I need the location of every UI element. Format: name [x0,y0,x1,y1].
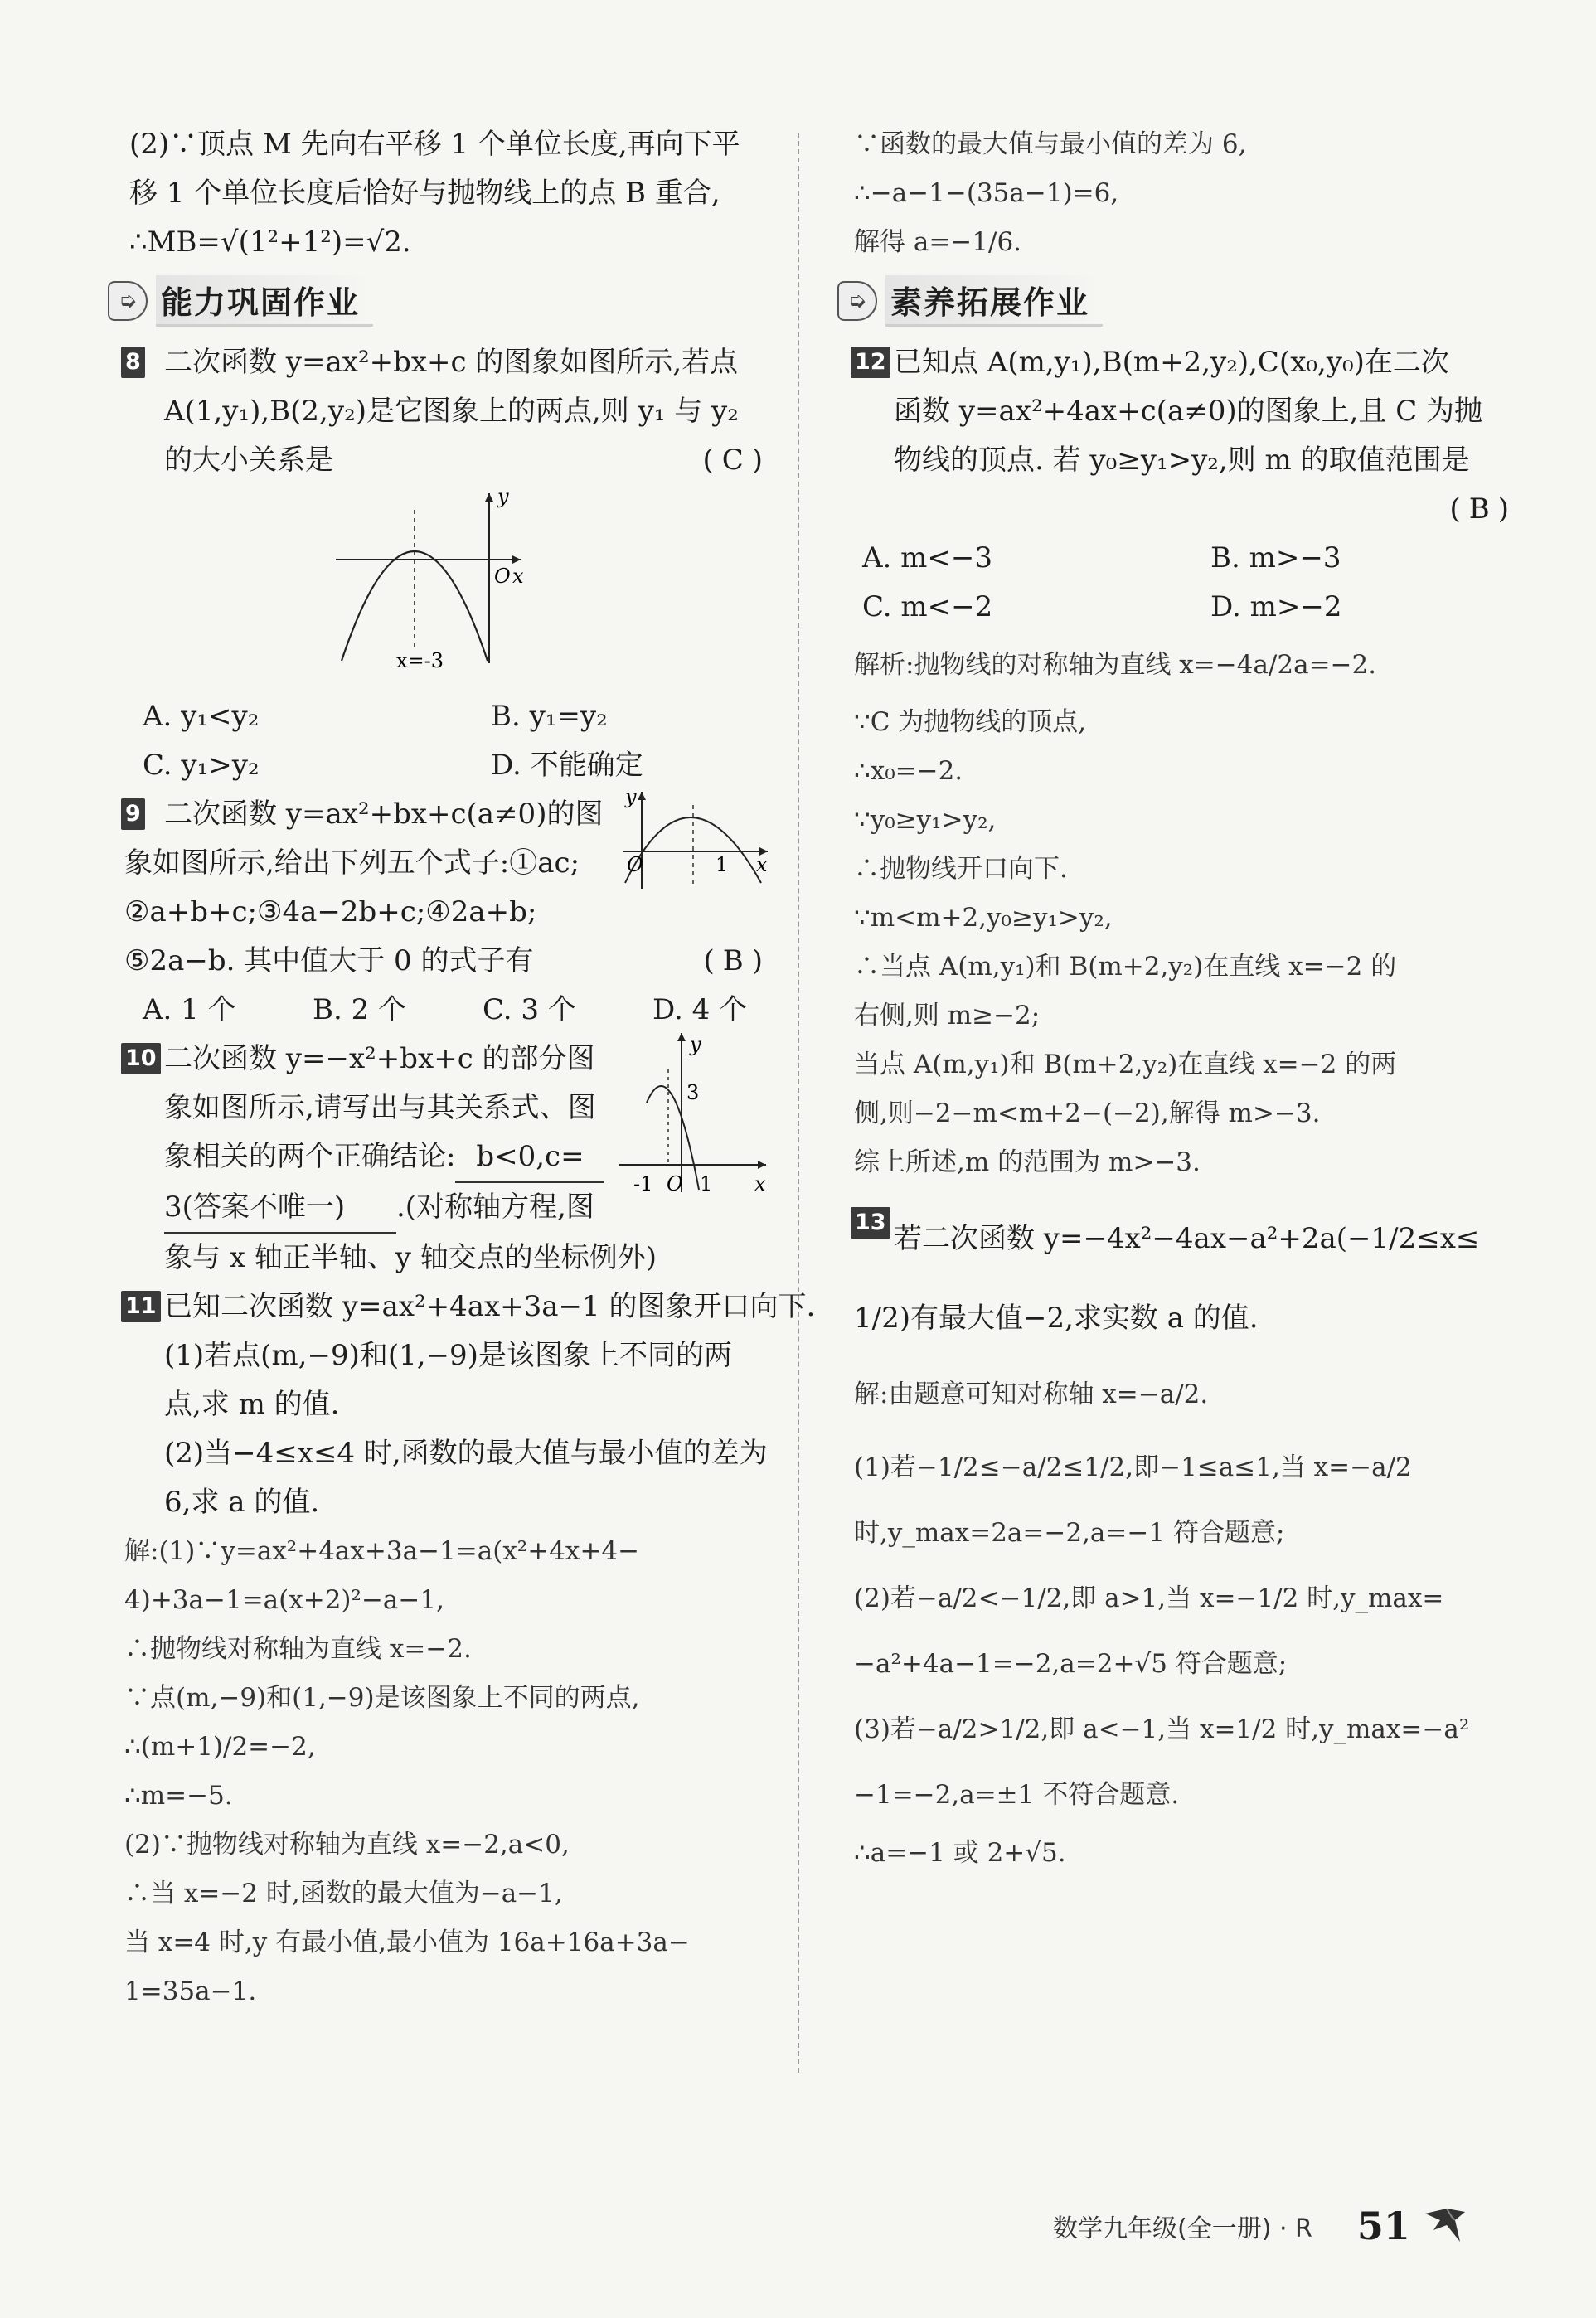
y-axis-label: y [497,485,509,508]
question-text: 已知二次函数 y=ax²+4ax+3a−1 的图象开口向下. [164,1290,816,1323]
solution-line: ∴−a−1−(35a−1)=6, [854,178,1119,208]
solution-line: (3)若−a/2>1/2,即 a<−1,当 x=1/2 时,y_max=−a² [854,1714,1470,1744]
left-column [119,120,816,2016]
question-text: 二次函数 y=−x²+bx+c 的部分图 [164,1042,595,1075]
figure-q8 [124,485,771,692]
question-number: 11 [121,1291,161,1322]
question-text: 的大小关系是 [164,444,333,477]
question-text: ②a+b+c;③4a−2b+c;④2a+b; [124,895,537,929]
solution-line: −1=−2,a=±1 不符合题意. [854,1780,1180,1810]
option-c[interactable]: C. y₁>y₂ [143,749,260,782]
question-number: 9 [121,798,145,830]
question-text: 象如图所示,请写出与其关系式、图 [164,1091,596,1124]
answer-blank: b<0,c= [455,1132,604,1183]
x-axis-label: x [512,565,524,588]
solution-line: 当 x=4 时,y 有最小值,最小值为 16a+16a+3a− [124,1928,690,1957]
tick-label-1: 1 [716,853,729,876]
option-b[interactable]: B. m>−3 [1210,541,1341,575]
options-q12 [854,583,1517,632]
solution-line: (1)若−1/2≤−a/2≤1/2,即−1≤a≤1,当 x=−a/2 [854,1452,1412,1482]
option-c[interactable]: C. m<−2 [862,590,993,623]
question-text: 点,求 m 的值. [164,1388,340,1421]
answer-choice: (B) [703,944,771,977]
question-text: ⑤2a−b. 其中值大于 0 的式子有 [124,944,534,977]
question-text: (2)当−4≤x≤4 时,函数的最大值与最小值的差为 [164,1437,768,1470]
solution-line: 解:由题意可知对称轴 x=−a/2. [854,1380,1209,1409]
question-text: .(对称轴方程,图 [396,1191,594,1224]
question-text: (1)若点(m,−9)和(1,−9)是该图象上不同的两 [164,1339,732,1372]
solution-line: ∴抛物线对称轴为直线 x=−2. [124,1634,472,1664]
question-text: A(1,y₁),B(2,y₂)是它图象上的两点,则 y₁ 与 y₂ [164,395,739,428]
page-number: 51 [1356,2204,1410,2248]
option-c[interactable]: C. 3 个 [483,993,576,1026]
answer-choice: (B) [1449,492,1517,526]
tick-label-1: 1 [700,1172,713,1194]
origin-label: O [494,565,511,588]
question-text: 象与 x 轴正半轴、y 轴交点的坐标例外) [164,1241,657,1274]
parabola-graph-q9 [622,785,771,893]
solution-line: ∴m=−5. [124,1781,233,1811]
text-line: ∴MB=√(1²+1²)=√2. [129,225,411,259]
answer-choice: (C) [702,444,771,477]
option-a[interactable]: A. m<−3 [862,541,993,575]
solution-line: 解:(1)∵y=ax²+4ax+3a−1=a(x²+4x+4− [124,1536,640,1566]
option-d[interactable]: D. 4 个 [652,993,748,1026]
question-text: 物线的顶点. 若 y₀≥y₁>y₂,则 m 的取值范围是 [894,444,1470,477]
question-11 [124,1283,816,1527]
solution-line: 时,y_max=2a=−2,a=−1 符合题意; [854,1518,1285,1548]
question-text: 二次函数 y=ax²+bx+c 的图象如图所示,若点 [164,346,739,379]
question-number: 12 [851,347,890,378]
axis-of-symmetry-label: x=-3 [396,649,444,672]
arrow-hand-icon: ➭ [108,281,148,321]
origin-label: O [627,853,643,876]
origin-label: O [667,1172,683,1194]
x-axis-label: x [754,1172,766,1194]
page-footer [1053,2197,1517,2255]
question-text: 象如图所示,给出下列五个式子:①ac; [124,846,580,880]
x-axis-label: x [756,853,768,876]
solution-line: (2)∵抛物线对称轴为直线 x=−2,a<0, [124,1830,570,1860]
option-b[interactable]: B. 2 个 [313,993,407,1026]
option-b[interactable]: B. y₁=y₂ [491,700,608,733]
option-d[interactable]: D. m>−2 [1210,590,1342,623]
question-text: 6,求 a 的值. [164,1486,320,1519]
solution-line: ∴a=−1 或 2+√5. [854,1838,1066,1868]
question-text: 1/2)有最大值−2,求实数 a 的值. [854,1302,1259,1335]
option-a[interactable]: A. 1 个 [143,993,236,1026]
solution-q11 [124,1527,771,2016]
solution-line: 1=35a−1. [124,1976,257,2006]
question-number: 13 [851,1207,890,1239]
question-13 [854,1199,1517,1278]
solution-line: ∵m<m+2,y₀≥y₁>y₂, [854,903,1113,933]
solution-line: 解得 a=−1/6. [854,227,1022,257]
solution-line: ∴抛物线开口向下. [854,854,1068,884]
parabola-graph-q10 [614,1028,771,1194]
book-title: 数学九年级(全一册) · R [1053,2214,1312,2243]
solution-line: ∴当点 A(m,y₁)和 B(m+2,y₂)在直线 x=−2 的 [854,952,1397,982]
solution-line: ∵C 为抛物线的顶点, [854,707,1087,737]
options-q12 [854,534,1517,583]
right-column [848,120,1517,1882]
option-d[interactable]: D. 不能确定 [491,749,643,782]
arrow-hand-icon: ➭ [837,281,877,321]
question-text: 若二次函数 y=−4x²−4ax−a²+2a(−1/2≤x≤ [894,1222,1480,1255]
options-q8 [124,692,771,741]
question-10 [124,1035,771,1283]
y-intercept-label: 3 [686,1081,700,1104]
solution-q13 [854,1358,1517,1882]
question-text: 二次函数 y=ax²+bx+c(a≠0)的图 [164,798,604,831]
question-9 [124,785,771,986]
solution-line: ∴x₀=−2. [854,756,963,786]
question-text: 象相关的两个正确结论: [164,1140,456,1173]
solution-line: −a²+4a−1=−2,a=2+√5 符合题意; [854,1649,1288,1679]
solution-line: 综上所述,m 的范围为 m>−3. [854,1147,1201,1177]
solution-line: ∵y₀≥y₁>y₂, [854,805,997,835]
question-text: 函数 y=ax²+4ax+c(a≠0)的图象上,且 C 为抛 [894,395,1483,428]
section-header-consolidation [108,275,771,327]
solution-line: 解析:抛物线的对称轴为直线 x=−4a/2a=−2. [854,650,1377,680]
text-line: 移 1 个单位长度后恰好与抛物线上的点 B 重合, [129,177,720,210]
question-number: 10 [121,1043,161,1074]
tick-label-neg1: -1 [633,1172,653,1194]
question-8 [124,338,771,485]
text-line: (2)∵顶点 M 先向右平移 1 个单位长度,再向下平 [129,128,740,161]
solution-line: ∴当 x=−2 时,函数的最大值为−a−1, [124,1879,563,1908]
solution-line: ∵点(m,−9)和(1,−9)是该图象上不同的两点, [124,1683,640,1713]
section-title: 素养拓展作业 [885,275,1103,327]
bird-logo-icon [1422,2205,1468,2247]
solution-line: ∴(m+1)/2=−2, [124,1732,316,1762]
solution-q12 [854,632,1517,1187]
question-number: 8 [121,347,145,378]
solution-line: 右侧,则 m≥−2; [854,1001,1041,1030]
question-text: 已知点 A(m,y₁),B(m+2,y₂),C(x₀,y₀)在二次 [894,346,1449,379]
question-12 [854,338,1517,534]
y-axis-label: y [690,1033,701,1056]
y-axis-label: y [625,785,637,808]
option-a[interactable]: A. y₁<y₂ [143,700,260,733]
column-divider [798,133,799,2073]
solution-line: 当点 A(m,y₁)和 B(m+2,y₂)在直线 x=−2 的两 [854,1050,1397,1079]
answer-blank: 3(答案不唯一) [164,1183,396,1234]
options-q8 [124,741,771,790]
solution-line: ∵函数的最大值与最小值的差为 6, [854,129,1247,159]
solution-line: 侧,则−2−m<m+2−(−2),解得 m>−3. [854,1098,1321,1128]
solution-line: (2)若−a/2<−1/2,即 a>1,当 x=−1/2 时,y_max= [854,1583,1444,1613]
parabola-graph [124,485,771,692]
section-title: 能力巩固作业 [156,275,373,327]
section-header-extension [837,275,1517,327]
solution-line: 4)+3a−1=a(x+2)²−a−1, [124,1585,444,1615]
